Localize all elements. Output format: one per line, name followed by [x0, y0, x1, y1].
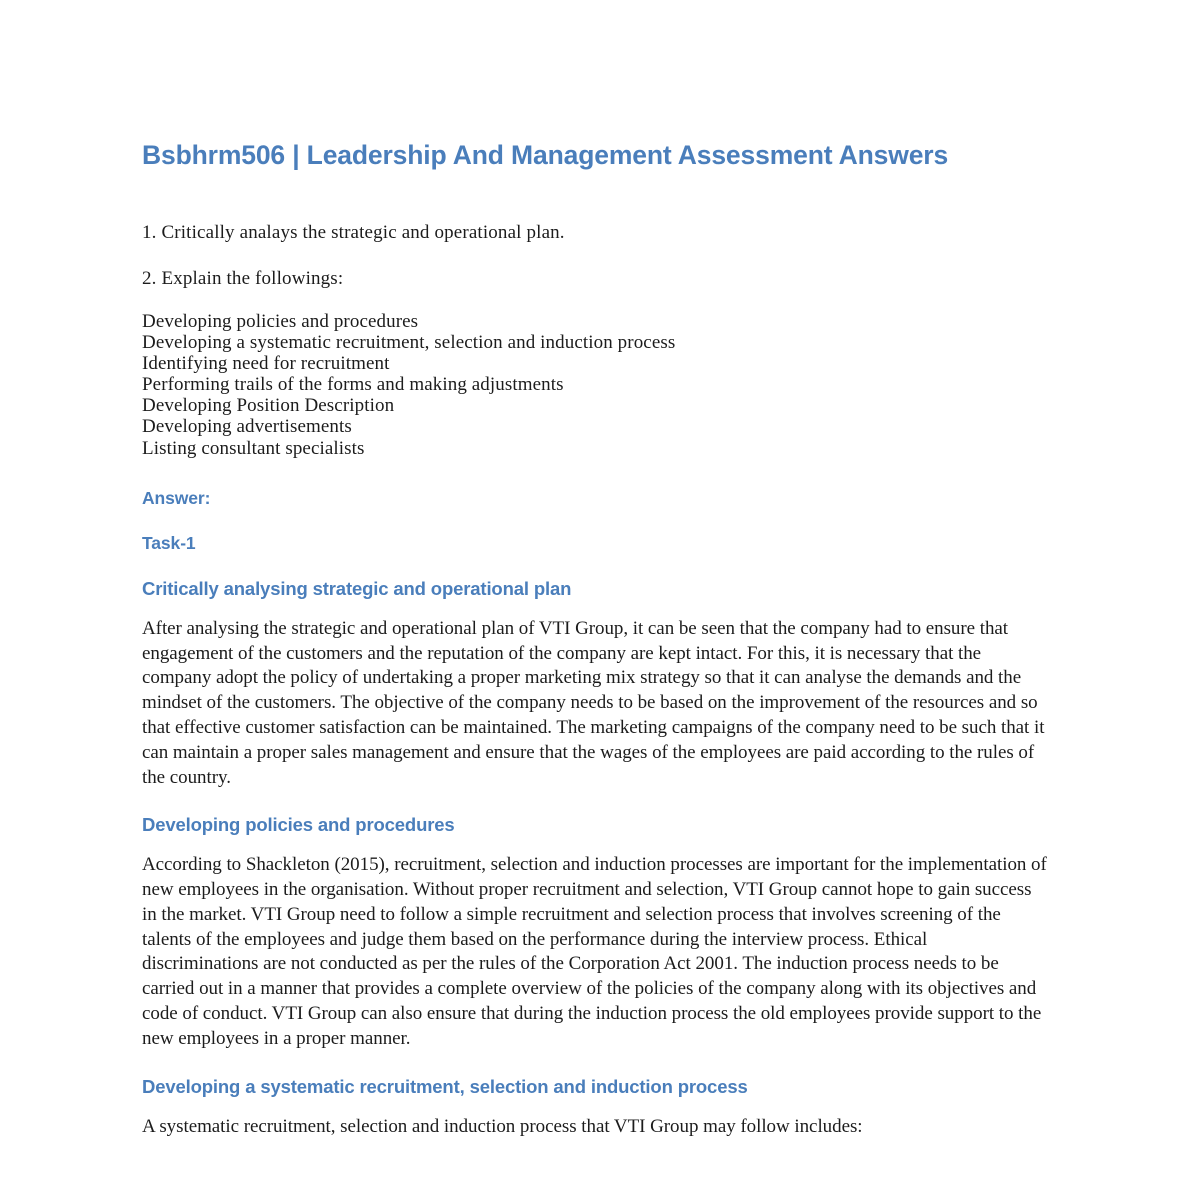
list-item: Developing advertisements: [142, 416, 352, 438]
question-item-2: 2. Explain the followings:: [142, 267, 344, 289]
section-heading-developing-policies: Developing policies and procedures: [142, 814, 455, 836]
task-label: Task-1: [142, 532, 196, 553]
answer-heading: Answer:: [142, 487, 211, 508]
list-item: Developing Position Description: [142, 395, 395, 417]
question-item-1: 1. Critically analays the strategic and operational plan.: [142, 222, 565, 244]
list-item: Developing policies and procedures: [142, 310, 419, 332]
section-heading-critically-analysing: Critically analysing strategic and operational plan: [142, 577, 572, 599]
section-paragraph-systematic-recruitment: A systematic recruitment, selection and induction process that VTI Group may follow includes:: [142, 1115, 863, 1137]
list-item: Performing trails of the forms and making adjustments: [142, 374, 564, 396]
list-item: Identifying need for recruitment: [142, 352, 390, 374]
question-sub-list: [142, 311, 1048, 459]
section-heading-systematic-recruitment: Developing a systematic recruitment, selection and induction process: [142, 1075, 748, 1097]
page-title: Bsbhrm506 | Leadership And Management Assessment Answers: [142, 140, 949, 170]
list-item: Developing a systematic recruitment, selection and induction process: [142, 331, 676, 353]
section-paragraph-developing-policies: According to Shackleton (2015), recruitment, selection and induction processes are important for the implementation of new employees in the organisation. Without proper recruitment and selection, VTI Group cannot hope to gain success in the market. VTI Group need to follow a simple recruitment and selection process that involves screening of the talents of the employees and judge them based on the performance during the interview process. Ethical discriminations are not conducted as per the rules of the Corporation Act 2001. The induction process needs to be carried out in a manner that provides a complete overview of the policies of the company along with its objectives and code of conduct. VTI Group can also ensure that during the induction process the old employees provide support to the new employees in a proper manner.: [142, 854, 1047, 1049]
list-item: Listing consultant specialists: [142, 437, 365, 459]
section-paragraph-critically-analysing: After analysing the strategic and operational plan of VTI Group, it can be seen that the company had to ensure that engagement of the customers and the reputation of the company are kept intact. For this, it is necessary that the company adopt the policy of undertaking a proper marketing mix strategy so that it can analyse the demands and the mindset of the customers. The objective of the company needs to be based on the improvement of the resources and so that effective customer satisfaction can be maintained. The marketing campaigns of the company need to be such that it can maintain a proper sales management and ensure that the wages of the employees are paid according to the rules of the country.: [142, 617, 1045, 788]
